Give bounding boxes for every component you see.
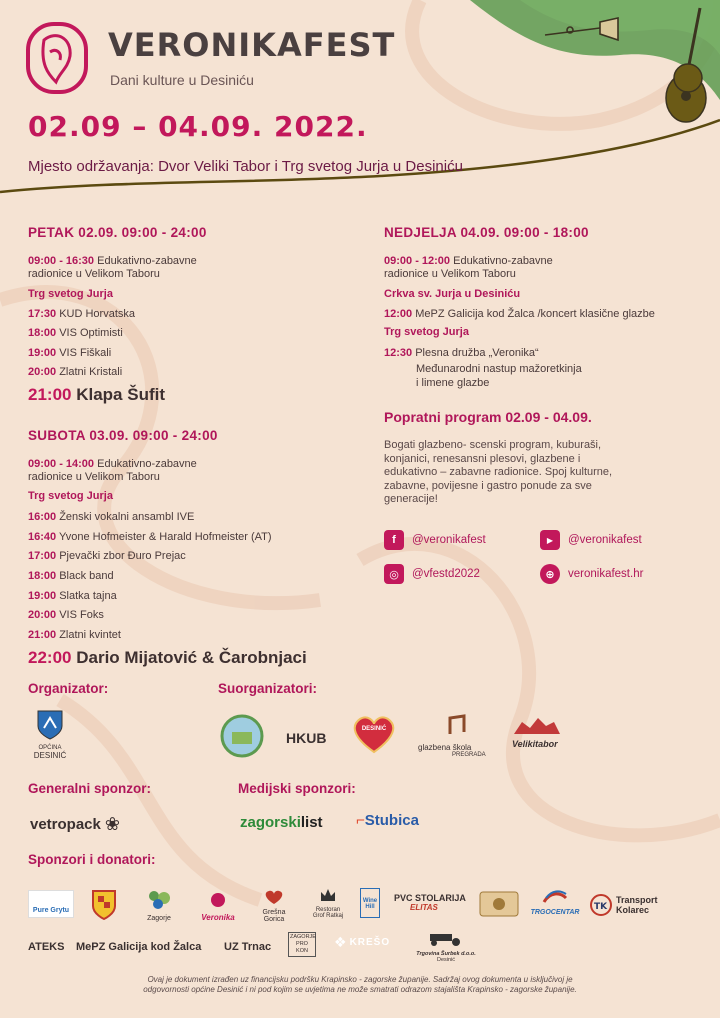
text: Trgovina Šurbek d.o.o. — [416, 951, 476, 957]
footer-disclaimer — [90, 975, 630, 995]
list-item — [28, 608, 104, 622]
transport-kolarec-logo — [590, 894, 658, 916]
brand-subtitle: Dani kulture u Desiniću — [110, 72, 254, 88]
instagram-handle: @vfestd2022 — [412, 568, 480, 580]
sunday-final — [384, 346, 539, 360]
coat-of-arms-icon — [37, 710, 63, 740]
time: 19:00 — [28, 347, 57, 359]
list-item — [28, 628, 121, 642]
text: Transport — [616, 895, 658, 905]
friday-headliner — [28, 385, 165, 405]
list-item — [28, 530, 272, 544]
pure-grytu-logo: Pure Grytu — [28, 890, 74, 918]
text: Grof Ratkaj — [312, 913, 344, 919]
youtube-icon: ▶ — [540, 530, 560, 550]
face-icon — [206, 892, 230, 908]
crown-icon — [320, 888, 336, 902]
time: 12:30 — [384, 347, 413, 359]
zagorje-logo — [134, 888, 184, 922]
text: Desinić — [436, 957, 456, 963]
time: 21:00 — [28, 629, 57, 641]
text: zagorski — [240, 814, 301, 831]
time: 20:00 — [28, 609, 57, 621]
instagram-link[interactable] — [384, 564, 480, 584]
time: 20:00 — [28, 366, 57, 378]
zagorski-list-logo — [240, 814, 323, 831]
vetropack-icon: ❀ — [104, 814, 120, 834]
name: Black band — [59, 570, 114, 582]
saturday-headliner — [28, 648, 307, 668]
text: TRGOCENTAR — [530, 909, 580, 916]
svg-text:TK: TK — [594, 902, 608, 912]
text: KON — [296, 948, 308, 954]
time: 09:00 - 14:00 — [28, 458, 95, 470]
friday-workshop — [28, 254, 197, 268]
facebook-icon: f — [384, 530, 404, 550]
friday-workshop-2: radionice u Velikom Taboru — [28, 268, 160, 280]
sponzori-label: Sponzori i donatori: — [28, 852, 156, 867]
uz-trnac-logo: UZ Trnac — [224, 941, 272, 953]
veronikafest-logo-icon — [26, 22, 88, 94]
name: Yvone Hofmeister & Harald Hofmeister (AT) — [59, 531, 272, 543]
heart-icon — [262, 890, 286, 904]
list-item — [28, 510, 194, 524]
wine-hill-logo: Wine Hill — [360, 888, 380, 918]
vetropack-logo — [30, 814, 120, 835]
mepz-logo: MePZ Galicija kod Žalca — [76, 941, 202, 953]
name: VIS Optimisti — [59, 327, 123, 339]
list-item — [28, 346, 111, 360]
text: Velikitabor — [512, 739, 558, 749]
text: KREŠO — [349, 937, 391, 948]
text-line: odgovornosti općine Desinić i ni pod kojim se uvjetima ne može smatrati odrazom stajališta Krapinsko - zagorske županije. — [143, 985, 577, 994]
sunday-concert — [384, 307, 655, 321]
saturday-venue: Trg svetog Jurja — [28, 490, 113, 502]
music-note-icon — [446, 714, 468, 738]
text: Edukativno-zabavne — [97, 255, 197, 267]
text: ELITAS — [410, 903, 438, 912]
grof-ratkaj-logo — [306, 888, 350, 919]
opcina-desinic-logo — [30, 710, 70, 760]
list-item — [28, 569, 114, 583]
sunday-venue-1: Crkva sv. Jurja u Desiniću — [384, 288, 521, 300]
medijski-label: Medijski sponzori: — [238, 781, 356, 796]
text-line: Bogati glazbeno- scenski program, kuburaši, — [384, 439, 602, 451]
text: DESINIĆ — [361, 726, 387, 732]
name: Ženski vokalni ansambl IVE — [59, 511, 195, 523]
trgocentar-icon — [542, 890, 568, 904]
time: 16:00 — [28, 511, 57, 523]
list-item — [28, 326, 123, 340]
time: 19:00 — [28, 590, 57, 602]
text: glazbena škola — [418, 743, 472, 752]
text: Restoran — [315, 907, 341, 913]
text: Kolarec — [616, 905, 650, 915]
glazbena-skola-logo — [418, 714, 498, 758]
text: OPĆINA — [38, 745, 62, 751]
organizator-label: Organizator: — [28, 681, 109, 696]
text: PRO — [296, 941, 308, 947]
list-item — [28, 589, 117, 603]
facebook-link[interactable] — [384, 530, 486, 550]
time: 12:00 — [384, 308, 413, 320]
veliki-tabor-logo — [512, 716, 568, 749]
text: list — [300, 814, 323, 831]
suorganizatori-label: Suorganizatori: — [218, 681, 318, 696]
sunday-title: NEDJELJA 04.09. 09:00 - 18:00 — [384, 225, 589, 240]
name: MePZ Galicija kod Žalca /koncert klasične glazbe — [415, 308, 655, 320]
name: VIS Fiškali — [59, 347, 112, 359]
tk-icon — [590, 894, 612, 916]
name: VIS Foks — [59, 609, 104, 621]
kreso-icon: ❖ — [334, 934, 347, 950]
text: PVC STOLARIJA — [394, 893, 466, 903]
list-item — [28, 365, 122, 379]
sunday-venue-2: Trg svetog Jurja — [384, 326, 469, 338]
time: 17:00 — [28, 550, 57, 562]
castle-icon — [512, 716, 562, 734]
text: Zagorje — [147, 915, 171, 922]
name: Pjevački zbor Đuro Prejac — [59, 550, 186, 562]
text-line: Ovaj je dokument izrađen uz financijsku podršku Krapinsko - zagorske županije. Sadržaj ovog dokumenta u isključivoj je — [147, 975, 573, 984]
desinic-heart-logo — [350, 714, 398, 754]
name: Zlatni kvintet — [59, 629, 121, 641]
radio-stubica-logo — [356, 812, 419, 829]
text: DESINIĆ — [33, 751, 67, 760]
sunday-workshop — [384, 254, 553, 268]
text-line: zabavne, povijesne i gastro ponude za sve — [384, 479, 592, 492]
text: Stubica — [364, 812, 419, 829]
time: 09:00 - 16:30 — [28, 255, 95, 267]
list-item — [28, 549, 186, 563]
stubica-icon: ⌐ — [356, 812, 365, 829]
saturday-workshop — [28, 457, 197, 471]
name: KUD Horvatska — [59, 308, 135, 320]
text: Edukativno-zabavne — [97, 458, 197, 470]
zagorje-pro-kon-logo — [288, 932, 316, 957]
sunday-final-2: Međunarodni nastup mažoretkinja — [416, 363, 582, 375]
festival-dates: 02.09 – 04.09. 2022. — [28, 110, 368, 143]
time: 21:00 — [28, 385, 72, 404]
generalni-label: Generalni sponzor: — [28, 781, 152, 796]
trgocentar-logo — [530, 890, 580, 916]
sunday-workshop-2: radionice u Velikom Taboru — [384, 268, 516, 280]
pvc-stolarija-logo — [394, 893, 466, 912]
time: 17:30 — [28, 308, 57, 320]
plemenitas-logo-icon — [220, 714, 264, 758]
gresna-gorica-logo — [254, 890, 294, 923]
friday-title: PETAK 02.09. 09:00 - 24:00 — [28, 225, 207, 240]
web-link[interactable] — [540, 564, 643, 584]
text: Grešna — [262, 909, 286, 916]
time: 16:40 — [28, 531, 57, 543]
popratni-text — [384, 439, 684, 507]
sunday-final-3: i limene glazbe — [416, 377, 490, 389]
brand-title: VERONIKAFEST — [108, 26, 396, 64]
text-line: edukativno – zabavne radionice. Spoj kulturne, — [384, 466, 613, 478]
time: 18:00 — [28, 570, 57, 582]
grapes-icon — [144, 888, 174, 910]
text: PREGRADA — [452, 752, 486, 758]
youtube-link[interactable] — [540, 530, 642, 550]
name: Slatka tajna — [59, 590, 117, 602]
list-item — [28, 307, 135, 321]
friday-venue: Trg svetog Jurja — [28, 288, 113, 300]
text: ZAGORJE — [290, 934, 316, 940]
text: Gorica — [263, 916, 285, 923]
name: Zlatni Kristali — [59, 366, 123, 378]
ateks-logo: ATEKS — [28, 941, 65, 953]
veronika-logo — [196, 892, 240, 922]
text-line: generacije! — [384, 493, 438, 505]
kreso-logo — [334, 934, 390, 951]
web-address: veronikafest.hr — [568, 568, 644, 580]
hkub-logo: HKUB — [286, 730, 327, 746]
saturday-workshop-2: radionice u Velikom Taboru — [28, 471, 160, 483]
facebook-handle: @veronikafest — [412, 534, 486, 546]
name: Plesna družba „Veronika“ — [415, 347, 539, 359]
popratni-title: Popratni program 02.09 - 04.09. — [384, 409, 592, 425]
saturday-title: SUBOTA 03.09. 09:00 - 24:00 — [28, 428, 218, 443]
time: 09:00 - 12:00 — [384, 255, 451, 267]
guitar-icon — [666, 8, 706, 122]
trgovina-surbek-logo — [406, 932, 486, 963]
crest-logo-icon — [478, 890, 520, 918]
text: vetropack — [30, 816, 101, 833]
name: Dario Mijatović & Čarobnjaci — [76, 648, 307, 667]
heart-icon — [350, 714, 398, 754]
tractor-icon — [426, 932, 466, 946]
text-line: konjanici, renesansni plesovi, glazbene i — [384, 452, 581, 465]
instagram-icon: ◎ — [384, 564, 404, 584]
text: Veronika — [201, 913, 235, 922]
name: Klapa Šufit — [76, 385, 166, 404]
time: 18:00 — [28, 327, 57, 339]
time: 22:00 — [28, 648, 72, 667]
venue-line: Mjesto održavanja: Dvor Veliki Tabor i Trg svetog Jurja u Desiniću — [28, 158, 463, 175]
globe-icon: ⊕ — [540, 564, 560, 584]
coat-of-arms-icon — [92, 890, 116, 920]
youtube-handle: @veronikafest — [568, 534, 642, 546]
text: Edukativno-zabavne — [453, 255, 553, 267]
